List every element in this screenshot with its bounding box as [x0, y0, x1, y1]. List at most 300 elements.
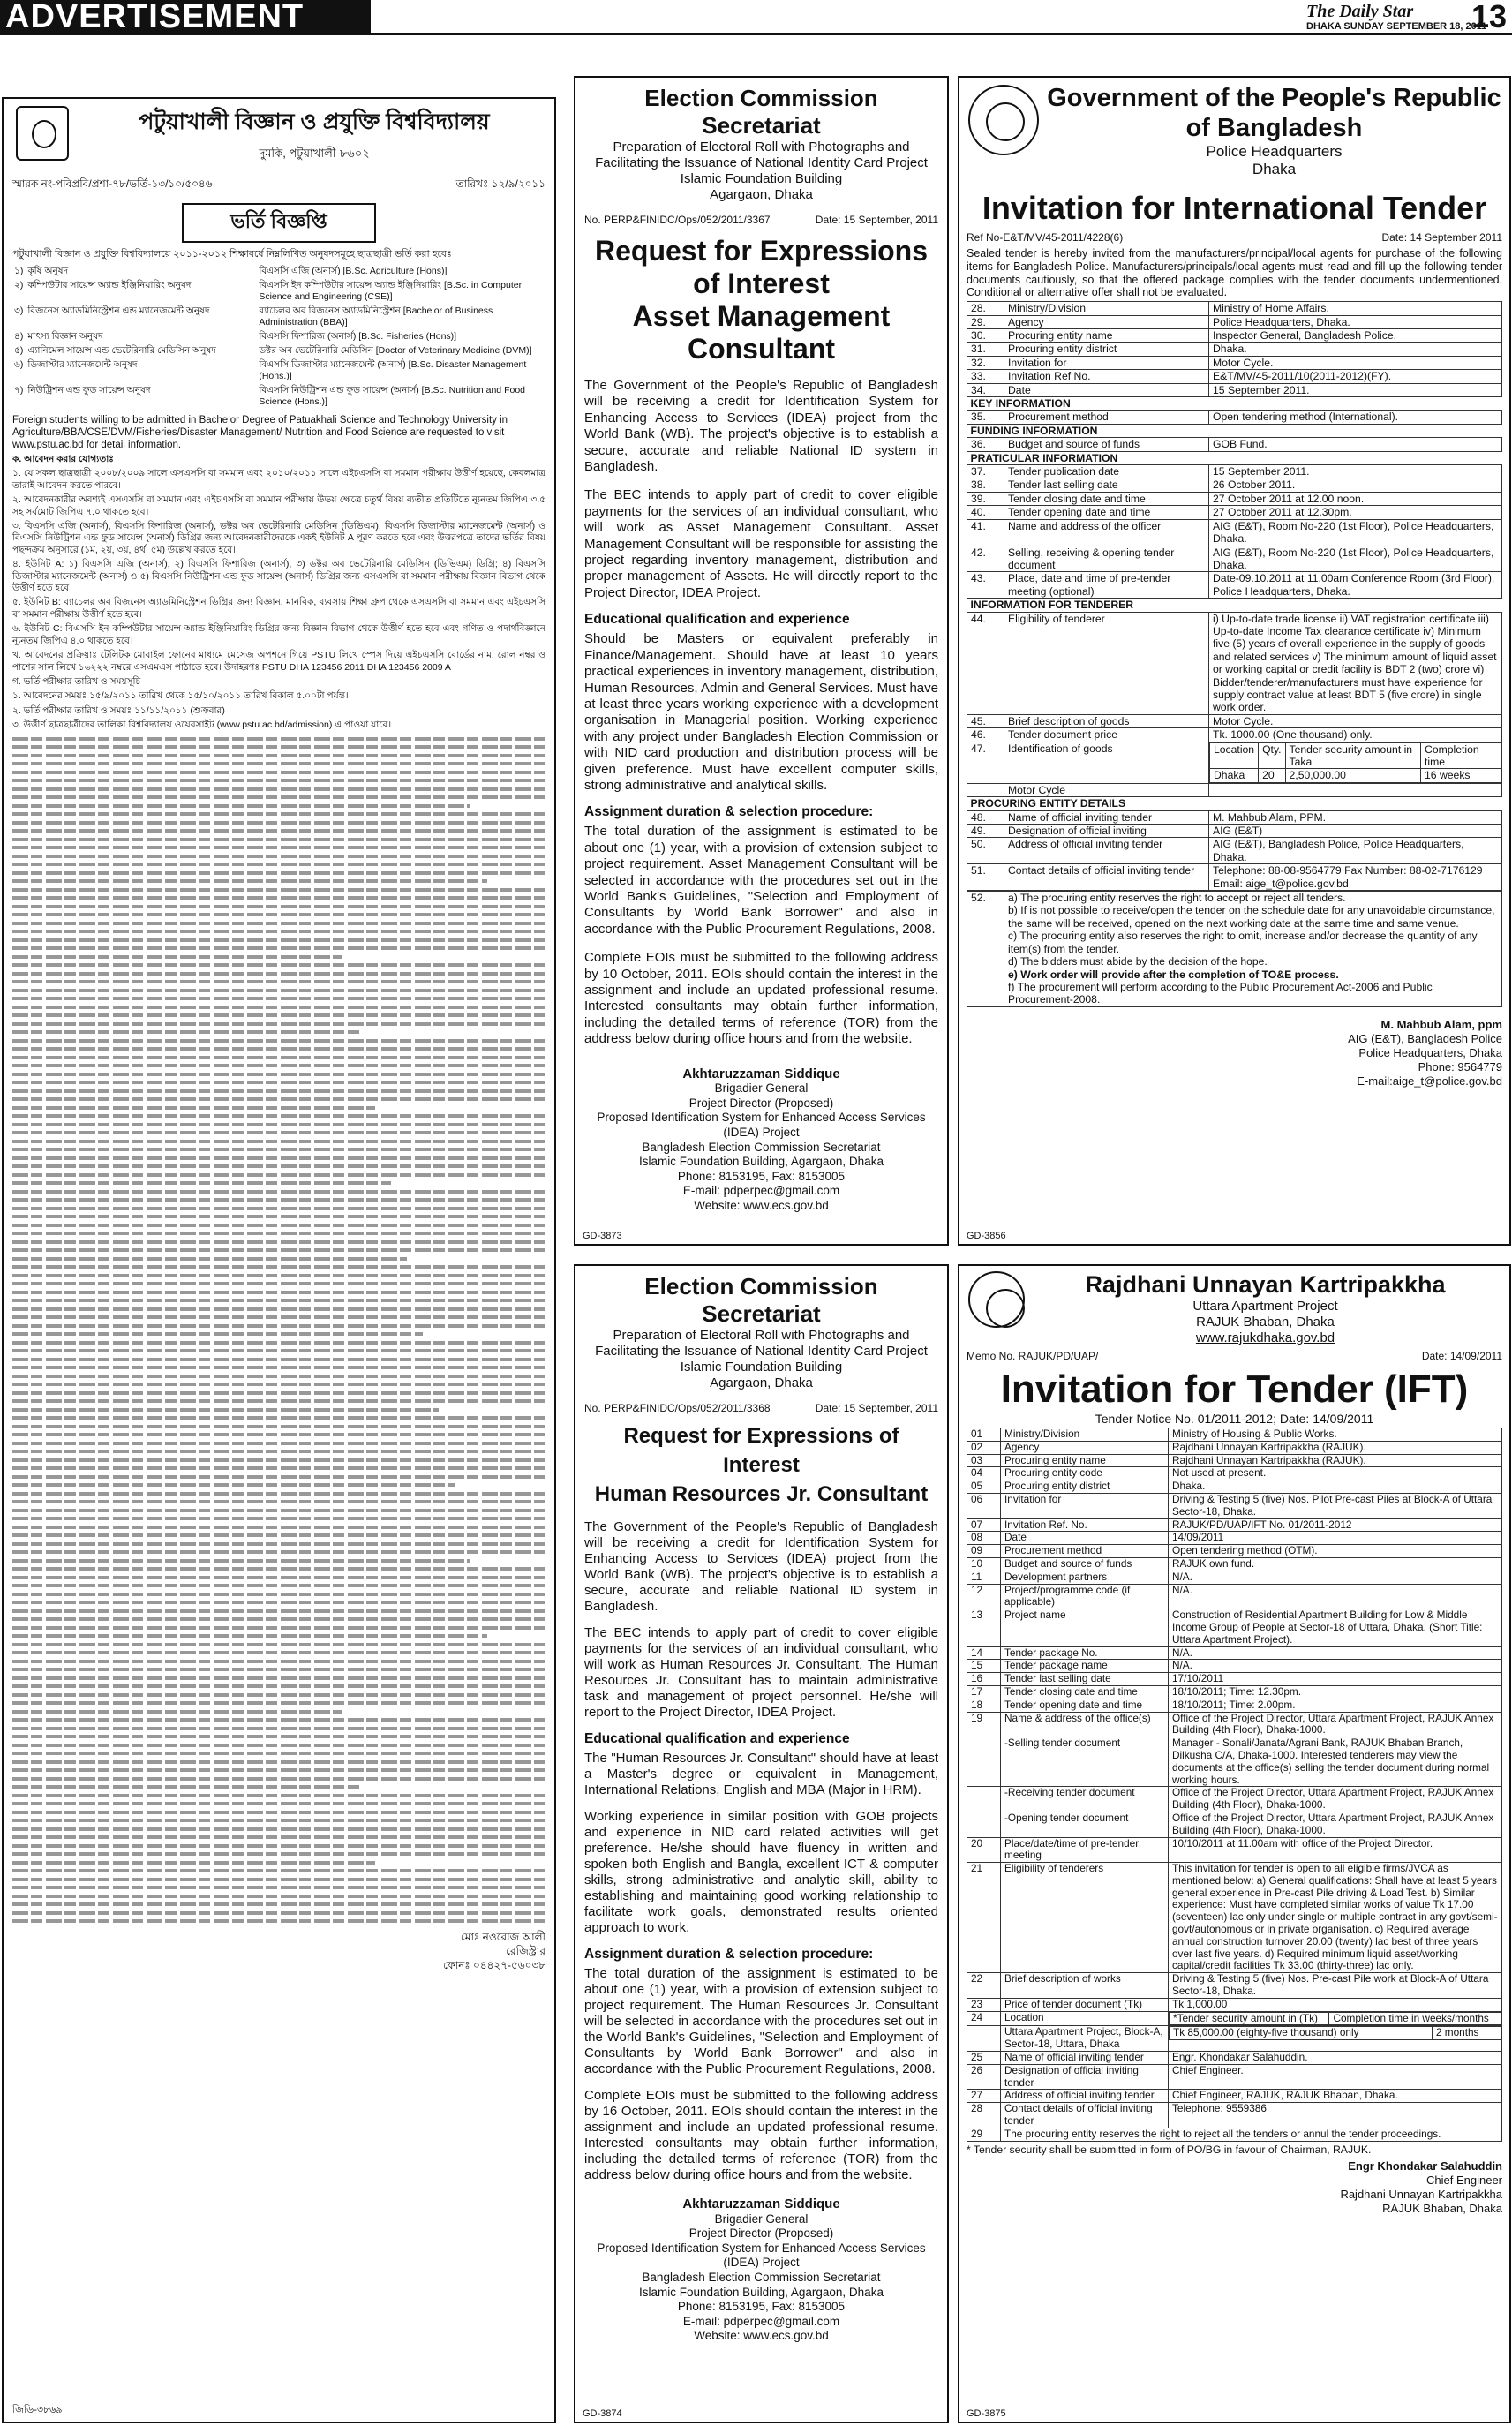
- memo-number: Memo No. RAJUK/PD/UAP/: [967, 1350, 1099, 1362]
- tender-table: [967, 1428, 1502, 2142]
- text-line: [12, 1744, 545, 1747]
- table-row: [967, 1609, 1502, 1646]
- text-line: [12, 997, 545, 1000]
- row-label: Procuring entity name: [1004, 329, 1209, 343]
- section-heading: KEY INFORMATION: [967, 397, 1502, 411]
- row-number: 26: [967, 2064, 1001, 2090]
- table-row: [967, 411, 1502, 424]
- table-row: [967, 1863, 1502, 1973]
- text-line: [12, 1240, 545, 1244]
- ad-code: GD-3874: [583, 2408, 622, 2419]
- notice-paragraph: ১. আবেদনের সময়ঃ ১৫/৯/২০১১ তারিখ থেকে ১৫/১০/২০১১ তারিখ বিকাল ৫.০০টা পর্যন্ত।: [12, 690, 349, 702]
- text-line: [12, 1911, 545, 1915]
- text-line: [12, 1676, 545, 1680]
- row-label: Selling, receiving & opening tender document: [1004, 546, 1209, 572]
- project-name: Uttara Apartment Project: [1192, 1299, 1338, 1314]
- row-label: Tender package name: [1001, 1660, 1169, 1673]
- text-line: [12, 1500, 545, 1503]
- table-row: [967, 1441, 1502, 1454]
- row-label: Ministry/Division: [1001, 1428, 1169, 1442]
- text-line: [12, 1768, 545, 1772]
- table-row: [967, 810, 1502, 824]
- table-row: [967, 728, 1502, 742]
- table-row: [967, 2052, 1502, 2065]
- goods-row: [1210, 769, 1501, 782]
- row-value: Motor Cycle.: [1209, 356, 1502, 369]
- text-line: [12, 1727, 545, 1730]
- row-number: 07: [967, 1518, 1001, 1532]
- text-line: [12, 1701, 545, 1705]
- text-line: [12, 1643, 545, 1646]
- text-line: [12, 1902, 545, 1906]
- text-line: [12, 1609, 545, 1613]
- section-row: [967, 397, 1502, 411]
- goods-time: 16 weeks: [1421, 769, 1501, 782]
- text-line: [12, 1073, 545, 1076]
- row-number: 02: [967, 1441, 1001, 1454]
- table-row: [967, 1467, 1502, 1480]
- row-value: N/A.: [1169, 1571, 1502, 1584]
- table-row: [967, 1712, 1502, 1737]
- row-label: Tender last selling date: [1001, 1673, 1169, 1686]
- text-line: [12, 1164, 545, 1168]
- signer-line: Brigadier General: [714, 1081, 809, 1096]
- newspaper-name: The Daily Star: [1306, 2, 1414, 21]
- row-value: i) Up-to-date trade license ii) VAT registration certificate iii) Up-to-date Income Tax clearance certificate iv) Minimum five (5) years of overall experience in the supply of goods and related services v) The minimum amount of liquid asset or working capital or credit facility is BDT 2 (two) crore vi) Bidder/tenderer/manufacturers must have experience for supply contract value at least BDT 5 (five crore) in single work order.: [1209, 612, 1502, 714]
- row-label: Name and address of the officer: [1004, 519, 1209, 546]
- tender-intro: Sealed tender is hereby invited from the manufacturers/principal/local agents for purchase of the following items for Bangladesh Police. Manufacturers/principals/local agents must read and fill up the following tender documents cautiously, so that the offered package complies with the tender documents undermentioned. Conditional or alternative offer shall not be evaluated.: [967, 247, 1502, 299]
- security-location: Uttara Apartment Project, Block-A, Sector-18, Uttara, Dhaka: [1001, 2026, 1169, 2052]
- university-name: পটুয়াখালী বিজ্ঞান ও প্রযুক্তি বিশ্ববিদ্যালয়: [139, 109, 490, 134]
- row-label: Budget and source of funds: [1001, 1557, 1169, 1571]
- text-line: [12, 963, 545, 967]
- table-row: [967, 2011, 1502, 2026]
- signer-line: Rajdhani Unnayan Kartripakkha: [1340, 2188, 1502, 2202]
- eligibility-heading: ক. আবেদন করার যোগ্যতাঃ: [12, 454, 114, 464]
- text-line: [12, 1265, 545, 1269]
- ref-number: No. PERP&FINIDC/Ops/052/2011/3367: [584, 214, 771, 226]
- signer-line: Project Director (Proposed): [688, 2226, 834, 2241]
- text-line: [12, 1919, 545, 1923]
- table-row: [967, 2103, 1502, 2128]
- table-row: [967, 546, 1502, 572]
- table-row: [967, 1545, 1502, 1558]
- row-number: 10: [967, 1557, 1001, 1571]
- text-line: [12, 1299, 545, 1302]
- security-header-cell: Completion time in weeks/months: [1329, 2012, 1501, 2025]
- text-line: [12, 1332, 423, 1336]
- text-line: [12, 1844, 545, 1848]
- row-label: Procuring entity code: [1001, 1467, 1169, 1480]
- row-number: 49.: [967, 825, 1004, 838]
- row-number: 40.: [967, 506, 1004, 519]
- text-line: [12, 1601, 545, 1604]
- security-values: [1169, 2026, 1502, 2052]
- row-value: Driving & Testing 5 (five) Nos. Pilot Pre-cast Piles at Block-A of Uttara Sector-18, Dhaka.: [1169, 1493, 1502, 1518]
- program-row: [14, 385, 544, 409]
- row-label: Tender opening date and time: [1001, 1699, 1169, 1712]
- signer-line: Project Director (Proposed): [688, 1096, 834, 1110]
- program-faculty: নিউট্রিশন এন্ড ফুড সায়েন্স অনুষদ: [27, 385, 151, 396]
- program-faculty: মাৎস্য বিজ্ঞান অনুষদ: [27, 331, 103, 342]
- signer-line: Phone: 8153195, Fax: 8153005: [677, 2300, 846, 2314]
- table-row: [967, 1493, 1502, 1518]
- text-line: [12, 922, 545, 925]
- signer-line: Phone: 8153195, Fax: 8153005: [677, 1169, 846, 1183]
- text-line: [12, 1802, 545, 1805]
- row-label: Procurement method: [1001, 1545, 1169, 1558]
- row-number: 20: [967, 1837, 1001, 1863]
- row-value: 10/10/2011 at 11.00am with office of the Project Director.: [1169, 1837, 1502, 1863]
- row-label: Eligibility of tenderers: [1001, 1863, 1169, 1973]
- row-label: Project name: [1001, 1609, 1169, 1646]
- website-link[interactable]: Website: www.ecs.gov.bd: [694, 1198, 829, 1212]
- row-number: 29: [967, 2128, 1001, 2141]
- website-link[interactable]: Website: www.ecs.gov.bd: [694, 2329, 829, 2343]
- row-label: Development partners: [1001, 1571, 1169, 1584]
- row-number: 12: [967, 1584, 1001, 1609]
- notice-paragraph: খ. আবেদনের প্রক্রিয়াঃ টেলিটক মোবাইল ফোনের মাধ্যমে মেসেজ অপশনে গিয়ে PSTU লিখে স্পেস দিয়ে এইচএসসি বোর্ডের নাম, রোল নম্বর ও পাশের সাল লিখে ১৬২২২ নম্বরে এসএমএস পাঠাতে হবে। উদাহরণঃ PSTU DHA 123456 2011 DHA 123456 2009 A: [12, 650, 545, 673]
- program-degree: ডক্টর অব ভেটেরিনারি মেডিসিন [Doctor of Veterinary Medicine (DVM)]: [259, 345, 532, 356]
- row-number: 03: [967, 1454, 1001, 1467]
- program-faculty: কৃষি অনুষদ: [27, 266, 69, 276]
- program-number: ১): [14, 266, 24, 276]
- signature-block: [584, 1067, 938, 1214]
- building: Islamic Foundation Building: [680, 171, 843, 186]
- row-value: AIG (E&T): [1209, 825, 1502, 838]
- government-name: Government of the People's Republic of Bangladesh: [1047, 84, 1501, 142]
- text-line: [12, 1886, 545, 1889]
- paragraph: The "Human Resources Jr. Consultant" should have at least a Master's degree or equivalent in Management, International Relations, English and MBA (Major in HRM).: [584, 1751, 938, 1797]
- row-value: Office of the Project Director, Uttara Apartment Project, RAJUK Annex Building (4th Floor), Dhaka-1000.: [1169, 1812, 1502, 1837]
- row-number: 36.: [967, 438, 1004, 451]
- row-label: Invitation for: [1004, 356, 1209, 369]
- row-number: 30.: [967, 329, 1004, 343]
- eoi-heading: Request for Expressions of Interest: [623, 1424, 899, 1477]
- university-address: দুমকি, পটুয়াখালী-৮৬০২: [259, 147, 370, 160]
- subheading: Educational qualification and experience: [584, 612, 850, 628]
- table-row: [967, 1518, 1502, 1532]
- row-value: Telephone: 88-08-9564779 Fax Number: 88-02-7176129 Email: aige_t@police.gov.bd: [1209, 864, 1502, 891]
- program-faculty: বিজনেস অ্যাডমিনিস্ট্রেশন এন্ড ম্যানেজমেন্ট অনুষদ: [27, 305, 210, 316]
- text-line: [12, 812, 545, 816]
- text-line: [12, 1634, 487, 1638]
- section-heading: PROCURING ENTITY DETAILS: [967, 797, 1502, 810]
- email-link[interactable]: E-mail:aige_t@police.gov.bd: [1357, 1074, 1502, 1088]
- row-number: 42.: [967, 546, 1004, 572]
- email-link[interactable]: E-mail: pdperpec@gmail.com: [682, 1184, 840, 1198]
- text-line: [12, 1567, 545, 1571]
- table-row: [967, 1660, 1502, 1673]
- ref-number: No. PERP&FINIDC/Ops/052/2011/3368: [584, 1402, 771, 1414]
- row-value: 26 October 2011.: [1209, 478, 1502, 492]
- table-row: [967, 2064, 1502, 2090]
- text-line: [12, 745, 545, 749]
- text-line: [12, 1282, 545, 1285]
- row-label: Tender last selling date: [1004, 478, 1209, 492]
- text-line: [12, 1684, 545, 1688]
- row-value: Rajdhani Unnayan Kartripakkha (RAJUK).: [1169, 1454, 1502, 1467]
- notice-paragraph: ৫. ইউনিট B: ব্যাচেলর অব বিজনেস অ্যাডমিনিস্ট্রেশন ডিগ্রির জন্য বিজ্ঞান, মানবিক, ব্যবসায় শিক্ষা গ্রুপ থেকে এসএসসি বা সমমান এবং এইচএসসি বা সমমান পরীক্ষায় উত্তীর্ণ হতে হবে।: [12, 597, 545, 620]
- row-label: Eligibility of tenderer: [1004, 612, 1209, 714]
- ref-date: Date: 15 September, 2011: [815, 1402, 938, 1414]
- paragraph: The total duration of the assignment is estimated to be about one (1) year, with a provision of extension subject to project requirement. The Human Resources Jr. Consultant will be selected in accordance with the procedures set out in the World Bank's Guidelines, "Selection and Employment of Consultants by World Bank Borrower" and also in accordance with the Public Procurement Regulations, 2008.: [584, 1966, 938, 2076]
- signature-block: [967, 1018, 1502, 1089]
- ad-code: GD-3875: [967, 2408, 1006, 2419]
- email-link[interactable]: E-mail: pdperpec@gmail.com: [682, 2314, 840, 2328]
- table-row: [967, 1699, 1502, 1712]
- text-line: [12, 871, 545, 875]
- notice-paragraph: ২. ভর্তি পরীক্ষার তারিখ ও সময়ঃ ১১/১১/২০১১ (শুক্রবার): [12, 704, 225, 716]
- org-address: RAJUK Bhaban, Dhaka: [1196, 1315, 1335, 1330]
- foreign-students-note: Foreign students willing to be admitted in Bachelor Degree of Patuakhali Science and Technology University in Agriculture/BBA/CSE/DVM/Fisheries/Disaster Management/ Nutrition and Food Science are requested to visit www.pstu.ac.bd for detail information.: [12, 415, 508, 450]
- notice-paragraph: ১. যে সকল ছাত্রছাত্রী ২০০৮/২০০৯ সালে এসএসসি বা সমমান এবং ২০১০/২০১১ সালে এইচএসসি বা সমমান পরীক্ষায় উত্তীর্ণ হয়েছে, কেবলমাত্র তারাই আবেদন করতে পারবে।: [12, 468, 545, 491]
- section-row: [967, 424, 1502, 437]
- row-number: 51.: [967, 864, 1004, 891]
- paragraph: Working experience in similar position with GOB projects and experience in NID card related activities will get preference. He/she should have fluency in written and spoken both English and Bangla, excellent ICT & computer skills, strong administrative and analytic skill, ability to establishing and maintaining good working relationship to facilitate work goals, demonstrated results oriented approach to work.: [584, 1809, 938, 1935]
- subheading: Educational qualification and experience: [584, 1731, 850, 1746]
- row-value: 27 October 2011 at 12.30pm.: [1209, 506, 1502, 519]
- signer-name: Akhtaruzzaman Siddique: [682, 1066, 840, 1081]
- text-line: [12, 1466, 545, 1470]
- tender-notice-number: Tender Notice No. 01/2011-2012; Date: 14/09/2011: [1095, 1412, 1374, 1426]
- table-row: [967, 519, 1502, 546]
- table-row: [967, 783, 1502, 796]
- tender-note: a) The procuring entity reserves the right to accept or reject all tenders.: [1008, 892, 1346, 905]
- row-label: Tender closing date and time: [1001, 1685, 1169, 1699]
- paragraph: The BEC intends to apply part of credit to cover eligible payments for the services of an individual consultant, who will work as Human Resources Jr. Consultant. The Human Resources Jr. Consultant has to maintain administrative task and management of project personnel. He/she will report to the Project Director, IDEA Project.: [584, 1625, 938, 1720]
- row-label: Tender publication date: [1004, 465, 1209, 478]
- text-line: [12, 1307, 545, 1311]
- text-line: [12, 913, 545, 916]
- text-line: [12, 779, 545, 782]
- row-number: 15: [967, 1660, 1001, 1673]
- row-value: 18/10/2011; Time: 2.00pm.: [1169, 1699, 1502, 1712]
- row-value: Manager - Sonali/Janata/Agrani Bank, RAJUK Bhaban Branch, Dilkusha C/A, Dhaka-1000. Interested tenderers may view the documents at the office(s) selling the tender document during normal working hours.: [1169, 1737, 1502, 1787]
- table-row: [967, 1685, 1502, 1699]
- row-number: 05: [967, 1480, 1001, 1494]
- goods-table: [1209, 742, 1501, 783]
- row-number: 18: [967, 1699, 1001, 1712]
- row-value: Office of the Project Director, Uttara Apartment Project, RAJUK Annex Building (4th Floor), Dhaka-1000.: [1169, 1712, 1502, 1737]
- position-title: Human Resources Jr. Consultant: [594, 1482, 929, 1506]
- program-faculty: এ্যানিমেল সায়েন্স এন্ড ভেটেরিনারি মেডিসিন অনুষদ: [27, 345, 216, 356]
- goods-header-cell: Qty.: [1259, 742, 1285, 769]
- row-value: AIG (E&T), Room No-220 (1st Floor), Police Headquarters, Dhaka.: [1209, 546, 1502, 572]
- text-line: [12, 1593, 545, 1596]
- row-label: Designation of official inviting: [1004, 825, 1209, 838]
- ref-date: Date: 15 September, 2011: [815, 214, 938, 226]
- website-link[interactable]: www.rajukdhaka.gov.bd: [1195, 1330, 1335, 1345]
- tender-title: Invitation for International Tender: [982, 190, 1487, 226]
- text-line: [12, 1827, 545, 1831]
- row-label: Location: [1001, 2011, 1169, 2026]
- row-number: 28: [967, 2103, 1001, 2128]
- text-line: [12, 1458, 545, 1462]
- tender-notes: [1004, 892, 1502, 1007]
- text-line: [12, 754, 545, 757]
- text-line: [12, 1215, 545, 1218]
- table-row: [967, 2128, 1502, 2141]
- text-line: [12, 1559, 470, 1563]
- text-line: [12, 1785, 359, 1789]
- row-number: 45.: [967, 714, 1004, 727]
- table-row: [967, 465, 1502, 478]
- section-row: [967, 451, 1502, 464]
- row-label: Budget and source of funds: [1004, 438, 1209, 451]
- row-value: 18/10/2011; Time: 12.30pm.: [1169, 1685, 1502, 1699]
- table-row: [967, 1787, 1502, 1812]
- table-row: [967, 742, 1502, 783]
- row-number: 33.: [967, 370, 1004, 383]
- row-value: AIG (E&T), Room No-220 (1st Floor), Police Headquarters, Dhaka.: [1209, 519, 1502, 546]
- text-line: [12, 1450, 545, 1453]
- program-list: [12, 264, 545, 411]
- row-value: N/A.: [1169, 1660, 1502, 1673]
- text-line: [12, 1324, 545, 1328]
- tender-title: Invitation for Tender (IFT): [1000, 1367, 1469, 1411]
- text-line: [12, 1081, 545, 1084]
- tender-note: e) Work order will provide after the completion of TO&E process.: [1008, 968, 1339, 981]
- text-line: [12, 1895, 545, 1898]
- memo-number: স্মারক নং-পবিপ্রবি/প্রশা-৭৮/ভর্তি-১৩/১০/৫০৪৬: [12, 177, 213, 190]
- program-degree: বিএসসি এজি (অনার্স) [B.Sc. Agriculture (Hons)]: [259, 266, 448, 276]
- text-line: [12, 946, 545, 950]
- text-line: [12, 1542, 545, 1546]
- row-label: Brief description of goods: [1004, 714, 1209, 727]
- notice-body-text: [12, 737, 545, 1924]
- police-emblem-icon: [968, 85, 1039, 155]
- text-line: [12, 1006, 545, 1009]
- program-row: [14, 280, 544, 304]
- row-number: 47.: [967, 742, 1004, 783]
- goods-header: [1210, 742, 1501, 769]
- row-value: Chief Engineer.: [1169, 2064, 1502, 2090]
- row-label: Invitation Ref. No.: [1001, 1518, 1169, 1532]
- table-row: [967, 1480, 1502, 1494]
- table-row: [967, 329, 1502, 343]
- text-line: [12, 1030, 359, 1034]
- table-row: [967, 1812, 1502, 1837]
- goods-security: 2,50,000.00: [1285, 769, 1420, 782]
- section-heading: INFORMATION FOR TENDERER: [967, 599, 1502, 612]
- text-line: [12, 1526, 545, 1529]
- table-row: [967, 1646, 1502, 1660]
- text-line: [12, 1198, 545, 1202]
- row-number: 24: [967, 2011, 1001, 2026]
- row-value: E&T/MV/45-2011/10(2011-2012)(FY).: [1209, 370, 1502, 383]
- text-line: [12, 1442, 545, 1445]
- registrar-title: রেজিস্ট্রার: [506, 1945, 545, 1958]
- text-line: [12, 1777, 545, 1781]
- goods-header-cell: Tender security amount in Taka: [1285, 742, 1420, 769]
- row-value: GOB Fund.: [1209, 438, 1502, 451]
- tender-table: [967, 301, 1502, 891]
- row-value: Motor Cycle.: [1209, 714, 1502, 727]
- row-label: Name & address of the office(s): [1001, 1712, 1169, 1737]
- org-name: Election Commission Secretariat: [644, 85, 878, 139]
- text-line: [12, 1861, 375, 1865]
- text-line: [12, 821, 545, 825]
- program-degree: বিএসসি ডিজাস্টার ম্যানেজমেন্ট (অনার্স) [B.Sc. Disaster Management (Hons.)]: [259, 359, 527, 381]
- notice-paragraph: ৪. ইউনিট A: ১) বিএসসি এজি (অনার্স), ২) বিএসসি ফিশারিজ (অনার্স), ৩) ডক্টর অব ভেটেরিনারি মেডিসিন (ডিভিএম) ডিগ্রি; ৪) বিএসসি ডিজাস্টার ম্যানেজমেন্ট (অনার্স) ও ৫) বিএসসি নিউট্রিশন এন্ড ফুড সায়েন্স (অনার্স) ডিগ্রির জন্য এসএসসি বা সমমান পরীক্ষায় বিজ্ঞান বিভাগ থেকে উত্তীর্ণ হতে হবে।: [12, 559, 545, 594]
- table-row: [967, 838, 1502, 864]
- project-name: Preparation of Electoral Roll with Photographs and Facilitating the Issuance of National Identity Card Project: [595, 1328, 928, 1359]
- text-line: [12, 1140, 545, 1143]
- program-degree: বিএসসি ইন কম্পিউটার সায়েন্স অ্যান্ড ইঞ্জিনিয়ারিং [B.Sc. in Computer Science and Engineering (CSE)]: [259, 280, 523, 302]
- ref-number: Ref No-E&T/MV/45-2011/4228(6): [967, 231, 1124, 244]
- row-label: Agency: [1001, 1441, 1169, 1454]
- text-line: [12, 855, 545, 858]
- program-degree: বিএসসি নিউট্রিশন এন্ড ফুড সায়েন্স (অনার্স) [B.Sc. Nutrition and Food Science (Hons.)]: [259, 385, 525, 407]
- row-number: 35.: [967, 411, 1004, 424]
- row-label: Tender closing date and time: [1004, 492, 1209, 505]
- text-line: [12, 1626, 545, 1630]
- memo-date: তারিখঃ ১২/৯/২০১১: [455, 177, 545, 190]
- row-number: [967, 783, 1004, 796]
- text-line: [12, 1509, 545, 1512]
- text-line: [12, 1232, 545, 1235]
- notice-paragraph: গ. ভর্তি পরীক্ষার তারিখ ও সময়সূচি: [12, 675, 141, 687]
- text-line: [12, 1148, 545, 1151]
- notes-table: [967, 891, 1502, 1007]
- goods-header-cell: Completion time: [1421, 742, 1501, 769]
- text-line: [12, 1819, 545, 1822]
- text-line: [12, 1391, 545, 1395]
- program-row: [14, 331, 544, 343]
- row-value: This invitation for tender is open to all eligible firms/JVCA as mentioned below: a) General qualifications: Shall have at least 5 years general experience in Pre-cast Pile driving & Load Test. b) Similar experience: Must have completed similar works of value Tk 17.00 (seventeen) lac only under single or multiple contract in any govt/semi-govt/autonomous or in private organisation. c) Required average annual construction turnover 20.00 (twenty) lac best of three years over last five years. d) Required minimum liquid asset/working capital/credit facilities Tk 33.00 (thirty-three) lac only.: [1169, 1863, 1502, 1973]
- text-line: [12, 1483, 455, 1487]
- text-line: [12, 1156, 545, 1160]
- row-label: Address of official inviting tender: [1001, 2090, 1169, 2103]
- text-line: [12, 1248, 545, 1252]
- row-value: Tk 1,000.00: [1169, 1998, 1502, 2011]
- text-line: [12, 1869, 545, 1872]
- table-row: [967, 1557, 1502, 1571]
- row-number: 52.: [967, 892, 1004, 1007]
- text-line: [12, 1224, 545, 1227]
- text-line: [12, 829, 545, 833]
- ad-code: GD-3856: [967, 1231, 1006, 1241]
- row-number: 19: [967, 1712, 1001, 1737]
- security-time: 2 months: [1432, 2027, 1501, 2040]
- text-line: [12, 771, 545, 774]
- goods-qty: 20: [1259, 769, 1285, 782]
- text-line: [12, 1550, 545, 1554]
- text-line: [12, 1106, 375, 1110]
- signature-block: [967, 2159, 1502, 2216]
- row-label: Price of tender document (Tk): [1001, 1998, 1169, 2011]
- signer-name: M. Mahbub Alam, ppm: [1380, 1017, 1502, 1031]
- text-line: [12, 1668, 545, 1671]
- table-row: [967, 1998, 1502, 2011]
- text-line: [12, 1693, 545, 1697]
- text-line: [12, 938, 545, 942]
- row-value: Police Headquarters, Dhaka.: [1209, 315, 1502, 328]
- text-line: [12, 863, 545, 866]
- security-cell: [1169, 2011, 1502, 2026]
- project-name: Preparation of Electoral Roll with Photographs and Facilitating the Issuance of National Identity Card Project: [595, 139, 928, 170]
- row-label: Place/date/time of pre-tender meeting: [1001, 1837, 1169, 1863]
- row-value: Ministry of Housing & Public Works.: [1169, 1428, 1502, 1442]
- program-row: [14, 266, 544, 278]
- signature-block: [584, 2197, 938, 2344]
- text-line: [12, 1089, 545, 1093]
- table-row: [967, 370, 1502, 383]
- text-line: [12, 1425, 545, 1428]
- masthead: [0, 0, 1512, 35]
- row-label: Designation of official inviting tender: [1001, 2064, 1169, 2090]
